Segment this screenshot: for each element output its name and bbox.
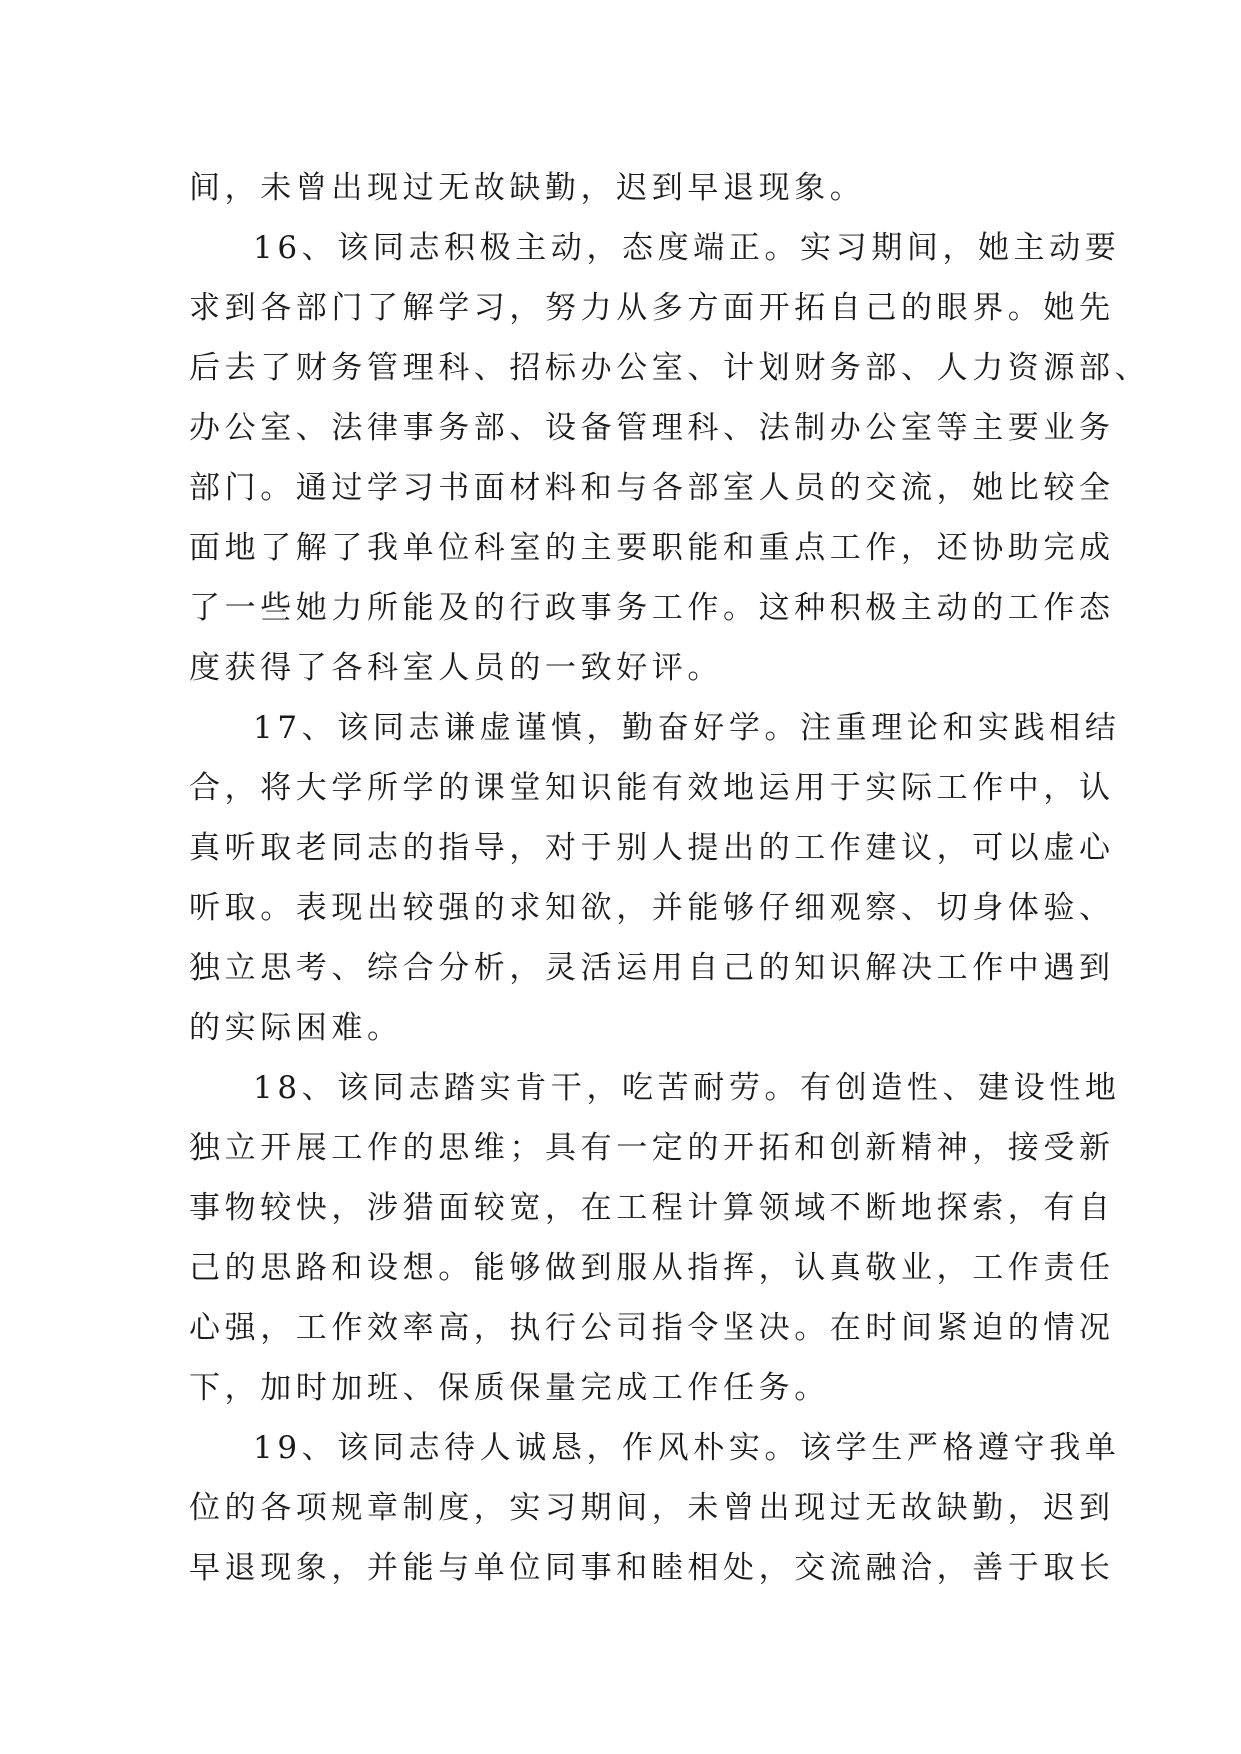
paragraph-17 <box>189 698 1121 1058</box>
text-line: 间，未曾出现过无故缺勤，迟到早退现象。 <box>189 170 866 206</box>
text-line: 办公室、法律事务部、设备管理科、法制办公室等主要业务 <box>189 410 1115 446</box>
text-line: 18、该同志踏实肯干，吃苦耐劳。有创造性、建设性地 <box>253 1070 1121 1106</box>
text-line: 真听取老同志的指导，对于别人提出的工作建议，可以虚心 <box>189 830 1115 866</box>
text-line: 独立开展工作的思维；具有一定的开拓和创新精神，接受新 <box>189 1130 1115 1166</box>
text-line: 了一些她力所能及的行政事务工作。这种积极主动的工作态 <box>189 590 1115 626</box>
text-line: 事物较快，涉猎面较宽，在工程计算领域不断地探索，有自 <box>189 1190 1115 1226</box>
text-line: 度获得了各科室人员的一致好评。 <box>189 650 723 686</box>
paragraph-19 <box>189 1418 1121 1598</box>
text-line: 19、该同志待人诚恳，作风朴实。该学生严格遵守我单 <box>253 1430 1121 1466</box>
text-line: 求到各部门了解学习，努力从多方面开拓自己的眼界。她先 <box>189 290 1115 326</box>
text-line: 16、该同志积极主动，态度端正。实习期间，她主动要 <box>253 230 1121 266</box>
text-line: 17、该同志谦虚谨慎，勤奋好学。注重理论和实践相结 <box>253 710 1121 746</box>
text-line: 合，将大学所学的课堂知识能有效地运用于实际工作中，认 <box>189 770 1115 806</box>
text-line: 独立思考、综合分析，灵活运用自己的知识解决工作中遇到 <box>189 950 1115 986</box>
text-line: 听取。表现出较强的求知欲，并能够仔细观察、切身体验、 <box>189 890 1115 926</box>
text-line: 后去了财务管理科、招标办公室、计划财务部、人力资源部、 <box>189 350 1151 386</box>
paragraph-18 <box>189 1058 1121 1418</box>
text-line: 下，加时加班、保质保量完成工作任务。 <box>189 1370 830 1406</box>
continuation-paragraph <box>189 158 1059 218</box>
paragraph-16 <box>189 218 1151 698</box>
text-line: 早退现象，并能与单位同事和睦相处，交流融洽，善于取长 <box>189 1550 1115 1586</box>
text-line: 位的各项规章制度，实习期间，未曾出现过无故缺勤，迟到 <box>189 1490 1115 1526</box>
text-line: 面地了解了我单位科室的主要职能和重点工作，还协助完成 <box>189 530 1115 566</box>
text-line: 己的思路和设想。能够做到服从指挥，认真敬业，工作责任 <box>189 1250 1115 1286</box>
text-line: 的实际困难。 <box>189 1010 403 1046</box>
text-line: 心强，工作效率高，执行公司指令坚决。在时间紧迫的情况 <box>189 1310 1115 1346</box>
document-body <box>189 158 1151 1598</box>
text-line: 部门。通过学习书面材料和与各部室人员的交流，她比较全 <box>189 470 1115 506</box>
